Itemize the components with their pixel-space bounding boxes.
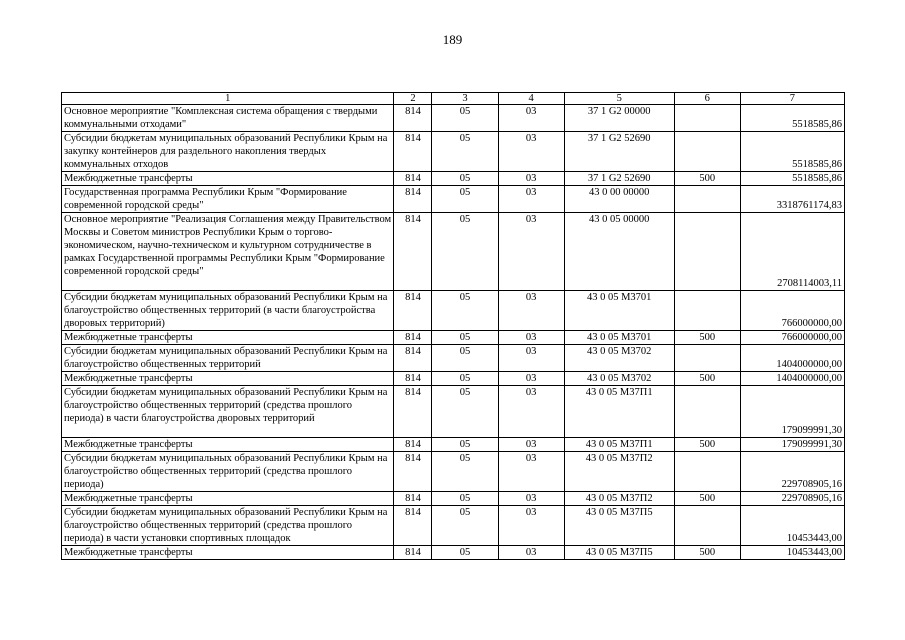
- row-name-cell: Субсидии бюджетам муниципальных образований Республики Крым на закупку контейнеров для раздельного накопления твердых коммунальных отходов: [62, 132, 394, 172]
- row-amount-cell: 1404000000,00: [740, 372, 844, 386]
- row-col5-cell: 43 0 05 М37П1: [564, 438, 674, 452]
- table-row: [62, 506, 845, 546]
- row-col6-cell: 500: [674, 546, 740, 560]
- row-name-cell: Субсидии бюджетам муниципальных образований Республики Крым на благоустройство общественных территорий: [62, 345, 394, 372]
- row-col5-cell: 43 0 00 00000: [564, 186, 674, 213]
- row-col2-cell: 814: [394, 331, 432, 345]
- row-name-cell: Основное мероприятие "Комплексная система обращения с твердыми коммунальными отходами": [62, 105, 394, 132]
- table-header-row: [62, 93, 845, 105]
- row-col5-cell: 43 0 05 М3701: [564, 331, 674, 345]
- row-col5-cell: 43 0 05 М37П5: [564, 546, 674, 560]
- row-col4-cell: 03: [498, 132, 564, 172]
- row-col6-cell: 500: [674, 492, 740, 506]
- row-col6-cell: 500: [674, 372, 740, 386]
- row-col6-cell: [674, 452, 740, 492]
- page-number: 189: [442, 32, 463, 47]
- row-name-cell: Основное мероприятие "Реализация Соглашения между Правительством Москвы и Советом министров Республики Крым о торгово-экономическом, научно-техническом и культурном сотрудничестве в рамках Государственной программы Республики Крым "Формирование современной городской среды": [62, 213, 394, 291]
- row-name-cell: Межбюджетные трансферты: [62, 331, 394, 345]
- row-col4-cell: 03: [498, 105, 564, 132]
- row-col3-cell: 05: [432, 345, 498, 372]
- row-col4-cell: 03: [498, 506, 564, 546]
- row-amount-cell: 5518585,86: [740, 105, 844, 132]
- row-col3-cell: 05: [432, 132, 498, 172]
- row-col5-cell: 37 1 G2 52690: [564, 172, 674, 186]
- row-amount-cell: 5518585,86: [740, 132, 844, 172]
- row-col6-cell: [674, 345, 740, 372]
- row-col2-cell: 814: [394, 291, 432, 331]
- row-col2-cell: 814: [394, 105, 432, 132]
- row-col4-cell: 03: [498, 386, 564, 438]
- row-name-cell: Межбюджетные трансферты: [62, 172, 394, 186]
- row-amount-cell: 5518585,86: [740, 172, 844, 186]
- row-col4-cell: 03: [498, 452, 564, 492]
- table-row: [62, 492, 845, 506]
- row-name-cell: Субсидии бюджетам муниципальных образований Республики Крым на благоустройство общественных территорий (средства прошлого периода) в части благоустройства дворовых территорий: [62, 386, 394, 438]
- row-col6-cell: [674, 105, 740, 132]
- row-col2-cell: 814: [394, 132, 432, 172]
- row-col2-cell: 814: [394, 186, 432, 213]
- row-name-cell: Государственная программа Республики Крым "Формирование современной городской среды": [62, 186, 394, 213]
- row-amount-cell: 1404000000,00: [740, 345, 844, 372]
- table-row: [62, 331, 845, 345]
- table-row: [62, 213, 845, 291]
- row-col3-cell: 05: [432, 438, 498, 452]
- row-col4-cell: 03: [498, 345, 564, 372]
- header-col-6: 6: [674, 93, 740, 105]
- row-col6-cell: [674, 213, 740, 291]
- row-name-cell: Межбюджетные трансферты: [62, 546, 394, 560]
- row-col4-cell: 03: [498, 546, 564, 560]
- row-col5-cell: 43 0 05 М37П2: [564, 452, 674, 492]
- row-col3-cell: 05: [432, 213, 498, 291]
- row-col5-cell: 43 0 05 М37П2: [564, 492, 674, 506]
- row-col3-cell: 05: [432, 506, 498, 546]
- row-col6-cell: 500: [674, 331, 740, 345]
- header-col-2: 2: [394, 93, 432, 105]
- row-col2-cell: 814: [394, 386, 432, 438]
- table-row: [62, 291, 845, 331]
- table-row: [62, 172, 845, 186]
- table-row: [62, 452, 845, 492]
- row-col2-cell: 814: [394, 452, 432, 492]
- row-col6-cell: 500: [674, 438, 740, 452]
- row-col3-cell: 05: [432, 172, 498, 186]
- table-row: [62, 186, 845, 213]
- budget-table: [61, 92, 845, 560]
- row-col4-cell: 03: [498, 331, 564, 345]
- row-amount-cell: 766000000,00: [740, 331, 844, 345]
- row-col6-cell: [674, 506, 740, 546]
- row-amount-cell: 3318761174,83: [740, 186, 844, 213]
- row-name-cell: Межбюджетные трансферты: [62, 438, 394, 452]
- row-col4-cell: 03: [498, 213, 564, 291]
- row-amount-cell: 10453443,00: [740, 546, 844, 560]
- header-col-3: 3: [432, 93, 498, 105]
- row-col6-cell: [674, 291, 740, 331]
- header-col-7: 7: [740, 93, 844, 105]
- row-col3-cell: 05: [432, 331, 498, 345]
- row-col5-cell: 43 0 05 00000: [564, 213, 674, 291]
- table-row: [62, 132, 845, 172]
- row-col4-cell: 03: [498, 186, 564, 213]
- row-name-cell: Субсидии бюджетам муниципальных образований Республики Крым на благоустройство общественных территорий (средства прошлого периода) в части установки спортивных площадок: [62, 506, 394, 546]
- row-col4-cell: 03: [498, 438, 564, 452]
- row-name-cell: Субсидии бюджетам муниципальных образований Республики Крым на благоустройство общественных территорий (в части благоустройства дворовых территорий): [62, 291, 394, 331]
- row-col2-cell: 814: [394, 546, 432, 560]
- row-col5-cell: 43 0 05 М3701: [564, 291, 674, 331]
- budget-table-body: [62, 93, 845, 560]
- row-col5-cell: 43 0 05 М37П1: [564, 386, 674, 438]
- row-amount-cell: 229708905,16: [740, 492, 844, 506]
- row-col3-cell: 05: [432, 492, 498, 506]
- row-col2-cell: 814: [394, 372, 432, 386]
- row-col2-cell: 814: [394, 213, 432, 291]
- table-row: [62, 438, 845, 452]
- row-col3-cell: 05: [432, 186, 498, 213]
- row-col6-cell: [674, 386, 740, 438]
- table-row: [62, 345, 845, 372]
- row-amount-cell: 2708114003,11: [740, 213, 844, 291]
- header-col-4: 4: [498, 93, 564, 105]
- row-col6-cell: [674, 186, 740, 213]
- row-amount-cell: 766000000,00: [740, 291, 844, 331]
- header-col-5: 5: [564, 93, 674, 105]
- row-col3-cell: 05: [432, 291, 498, 331]
- row-col3-cell: 05: [432, 546, 498, 560]
- row-col4-cell: 03: [498, 291, 564, 331]
- row-amount-cell: 229708905,16: [740, 452, 844, 492]
- row-amount-cell: 179099991,30: [740, 438, 844, 452]
- row-col5-cell: 37 1 G2 00000: [564, 105, 674, 132]
- row-name-cell: Межбюджетные трансферты: [62, 372, 394, 386]
- row-name-cell: Субсидии бюджетам муниципальных образований Республики Крым на благоустройство общественных территорий (средства прошлого периода): [62, 452, 394, 492]
- row-col4-cell: 03: [498, 492, 564, 506]
- row-col4-cell: 03: [498, 172, 564, 186]
- row-col6-cell: 500: [674, 172, 740, 186]
- row-amount-cell: 10453443,00: [740, 506, 844, 546]
- row-col3-cell: 05: [432, 105, 498, 132]
- row-name-cell: Межбюджетные трансферты: [62, 492, 394, 506]
- table-row: [62, 372, 845, 386]
- row-col3-cell: 05: [432, 372, 498, 386]
- row-col5-cell: 43 0 05 М3702: [564, 345, 674, 372]
- table-row: [62, 386, 845, 438]
- table-row: [62, 546, 845, 560]
- row-amount-cell: 179099991,30: [740, 386, 844, 438]
- row-col4-cell: 03: [498, 372, 564, 386]
- row-col2-cell: 814: [394, 345, 432, 372]
- row-col3-cell: 05: [432, 452, 498, 492]
- row-col6-cell: [674, 132, 740, 172]
- row-col5-cell: 37 1 G2 52690: [564, 132, 674, 172]
- row-col2-cell: 814: [394, 172, 432, 186]
- row-col2-cell: 814: [394, 438, 432, 452]
- row-col5-cell: 43 0 05 М37П5: [564, 506, 674, 546]
- table-row: [62, 105, 845, 132]
- row-col3-cell: 05: [432, 386, 498, 438]
- header-col-1: 1: [62, 93, 394, 105]
- row-col2-cell: 814: [394, 506, 432, 546]
- row-col2-cell: 814: [394, 492, 432, 506]
- row-col5-cell: 43 0 05 М3702: [564, 372, 674, 386]
